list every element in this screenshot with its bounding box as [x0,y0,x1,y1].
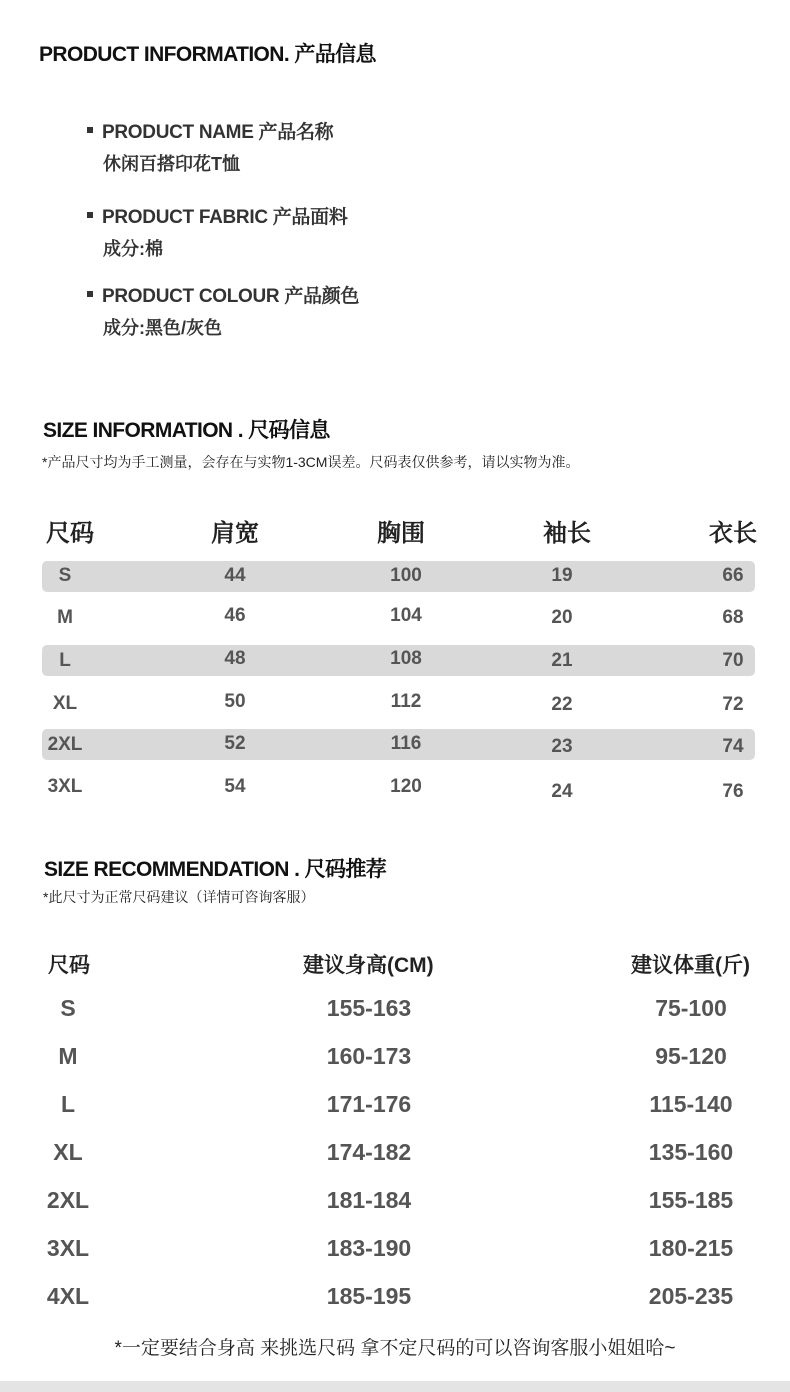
product-name-label: PRODUCT NAME 产品名称 [87,117,333,144]
product-fabric-value: 成分:棉 [103,239,163,259]
sleeve-cell: 19 [551,565,573,586]
length-cell: 68 [722,607,744,628]
shoulder-cell: 44 [224,565,246,586]
bullet-icon [87,127,93,133]
rec-weight-cell: 135-160 [648,1139,734,1165]
size-cell: M [57,607,73,628]
rec-weight-cell: 95-120 [655,1043,727,1069]
rec-height-cell: 181-184 [326,1187,412,1213]
chest-cell: 100 [390,565,422,586]
length-cell: 70 [722,650,744,671]
sleeve-cell: 23 [551,736,573,757]
rec-header-size: 尺码 [48,954,90,977]
bullet-icon [87,291,93,297]
rec-size-cell: 2XL [46,1187,90,1213]
product-info-heading: PRODUCT INFORMATION. 产品信息 [39,43,376,66]
length-cell: 74 [722,736,744,757]
size-cell: XL [52,693,78,714]
size-table-header-chest: 胸围 [377,520,425,547]
shoulder-cell: 48 [224,648,246,669]
rec-height-cell: 174-182 [326,1139,412,1165]
size-info-note: *产品尺寸均为手工测量，会存在与实物1-3CM误差。尺码表仅供参考，请以实物为准。 [42,454,580,470]
rec-weight-cell: 115-140 [649,1091,733,1117]
sleeve-cell: 22 [551,694,573,715]
size-rec-heading: SIZE RECOMMENDATION . 尺码推荐 [44,858,387,881]
product-colour-label: PRODUCT COLOUR 产品颜色 [87,281,359,308]
chest-cell: 116 [390,733,422,754]
rec-size-cell: S [60,995,76,1021]
sleeve-cell: 20 [551,607,573,628]
size-rec-note: *此尺寸为正常尺码建议（详情可咨询客服） [43,889,315,905]
chest-cell: 108 [390,648,422,669]
product-fabric-label: PRODUCT FABRIC 产品面料 [87,202,348,229]
bottom-divider [0,1381,790,1392]
size-table-header-length: 衣长 [709,520,757,547]
bullet-icon [87,212,93,218]
size-table-header-shoulder: 肩宽 [211,520,259,547]
size-info-heading: SIZE INFORMATION . 尺码信息 [43,419,330,442]
length-cell: 72 [722,694,744,715]
rec-height-cell: 183-190 [326,1235,412,1261]
rec-size-cell: 3XL [46,1235,90,1261]
shoulder-cell: 52 [224,733,246,754]
rec-header-weight: 建议体重(斤) [631,954,750,977]
rec-height-cell: 160-173 [326,1043,412,1069]
size-table-header-sleeve: 袖长 [543,520,591,547]
footer-note: *一定要结合身高 来挑选尺码 拿不定尺码的可以咨询客服小姐姐哈~ [114,1338,676,1359]
rec-weight-cell: 75-100 [655,995,727,1021]
rec-height-cell: 185-195 [326,1283,412,1309]
sleeve-cell: 24 [551,781,573,802]
rec-header-height: 建议身高(CM) [303,954,434,977]
chest-cell: 104 [390,605,422,626]
rec-weight-cell: 205-235 [648,1283,734,1309]
size-cell: 3XL [47,776,83,797]
rec-height-cell: 171-176 [326,1091,412,1117]
sleeve-cell: 21 [551,650,573,671]
length-cell: 76 [722,781,744,802]
size-cell: 2XL [47,734,83,755]
rec-height-cell: 155-163 [326,995,412,1021]
size-cell: S [58,565,72,586]
shoulder-cell: 54 [224,776,246,797]
chest-cell: 120 [390,776,422,797]
rec-size-cell: 4XL [46,1283,90,1309]
size-cell: L [59,650,71,671]
rec-weight-cell: 180-215 [648,1235,734,1261]
rec-size-cell: L [60,1091,76,1117]
length-cell: 66 [722,565,744,586]
rec-weight-cell: 155-185 [648,1187,734,1213]
product-name-value: 休闲百搭印花T恤 [103,154,240,174]
shoulder-cell: 50 [224,691,246,712]
rec-size-cell: XL [53,1139,83,1165]
product-colour-value: 成分:黑色/灰色 [103,318,222,338]
rec-size-cell: M [58,1043,78,1069]
chest-cell: 112 [390,691,422,712]
size-table-header-size: 尺码 [46,520,94,547]
shoulder-cell: 46 [224,605,246,626]
